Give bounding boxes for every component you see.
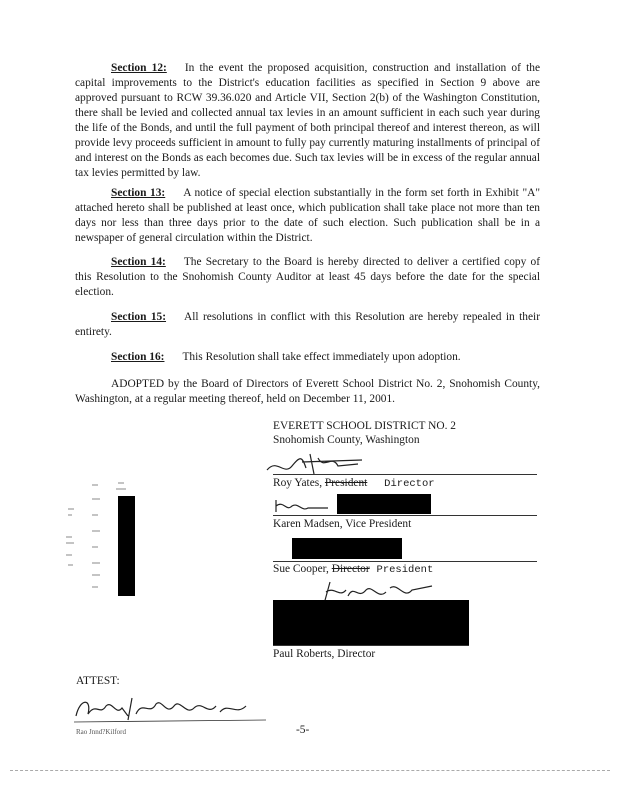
signer-2-label: Karen Madsen, Vice President xyxy=(273,518,412,530)
section-13-text: A notice of special election substantially in the form set forth in Exhibit "A" attached hereto shall be published at least once, which publication shall take place not more than ten days nor less than three days prior to the date of such election. Such publication shall be in a newspaper of general circulation within the District. xyxy=(75,187,540,244)
section-16-heading: Section 16: xyxy=(111,351,165,363)
signature-line-3 xyxy=(273,561,537,562)
margin-stamp-marks-icon xyxy=(60,475,140,600)
signer-1-typed-title: Director xyxy=(384,478,435,490)
signer-1-name: Roy Yates, xyxy=(273,477,325,489)
section-16-text: This Resolution shall take effect immediately upon adoption. xyxy=(182,351,461,363)
adopted-text: ADOPTED by the Board of Directors of Everett School District No. 2, Snohomish County, Washington, at a regular meeting thereof, held on December 11, 2001. xyxy=(75,378,540,405)
redaction-box-1 xyxy=(337,494,431,514)
section-12-heading: Section 12: xyxy=(111,62,167,74)
signature-line-2 xyxy=(273,515,537,516)
attest-label: ATTEST: xyxy=(76,675,120,687)
section-12-paragraph xyxy=(75,61,540,181)
section-14-heading: Section 14: xyxy=(111,256,166,268)
redaction-box-2 xyxy=(292,538,402,559)
signer-3-struck-title: Director xyxy=(331,563,370,575)
signer-3-typed-title: President xyxy=(376,564,434,576)
attest-footer-small: Rao Jnnd?Kilford xyxy=(76,728,126,736)
section-15-heading: Section 15: xyxy=(111,311,167,323)
section-13-paragraph xyxy=(75,186,540,246)
signature-line-1 xyxy=(273,474,537,475)
signer-4-label: Paul Roberts, Director xyxy=(273,648,376,660)
section-12-text: In the event the proposed acquisition, construction and installation of the capital improvements to the District's education facilities as specified in Section 9 above are approved pursuant to RCW 39.36.020 and Article VII, Section 2(b) of the Washington Constitution, there shall be levied and collected annual tax levies in an amount sufficient in each such year during the life of the Bonds, and until the full payment of both principal thereof and interest thereon, as will provide levy proceeds sufficient in amount to fully pay currently maturing installments of principal of and interest on the Bonds as each becomes due. Such tax levies will be in excess of the regular annual tax levies permitted by law. xyxy=(75,62,540,179)
section-15-text: All resolutions in conflict with this Resolution are hereby repealed in their entirety. xyxy=(75,311,540,338)
section-14-paragraph xyxy=(75,255,540,300)
section-13-heading: Section 13: xyxy=(111,187,166,199)
signer-3-name: Sue Cooper, xyxy=(273,563,332,575)
bottom-scan-rule xyxy=(10,770,610,771)
signer-3-label xyxy=(273,563,433,576)
section-14-text: The Secretary to the Board is hereby directed to deliver a certified copy of this Resolution to the Snohomish County Auditor at least 45 days before the date for the special election. xyxy=(75,256,540,298)
signature-line-4 xyxy=(273,645,469,646)
signature-attest-icon xyxy=(70,692,270,726)
org-county: Snohomish County, Washington xyxy=(273,434,420,446)
signer-1-label xyxy=(273,477,435,490)
signature-karen-madsen-icon xyxy=(272,496,332,516)
section-16-paragraph xyxy=(75,350,540,365)
signature-roy-yates-icon xyxy=(262,448,372,480)
redaction-box-3 xyxy=(273,600,469,645)
section-15-paragraph xyxy=(75,310,540,340)
adopted-paragraph xyxy=(75,377,540,407)
signer-1-struck-title: President xyxy=(324,477,368,489)
org-name: EVERETT SCHOOL DISTRICT NO. 2 xyxy=(273,420,456,432)
page-number: -5- xyxy=(296,724,310,736)
